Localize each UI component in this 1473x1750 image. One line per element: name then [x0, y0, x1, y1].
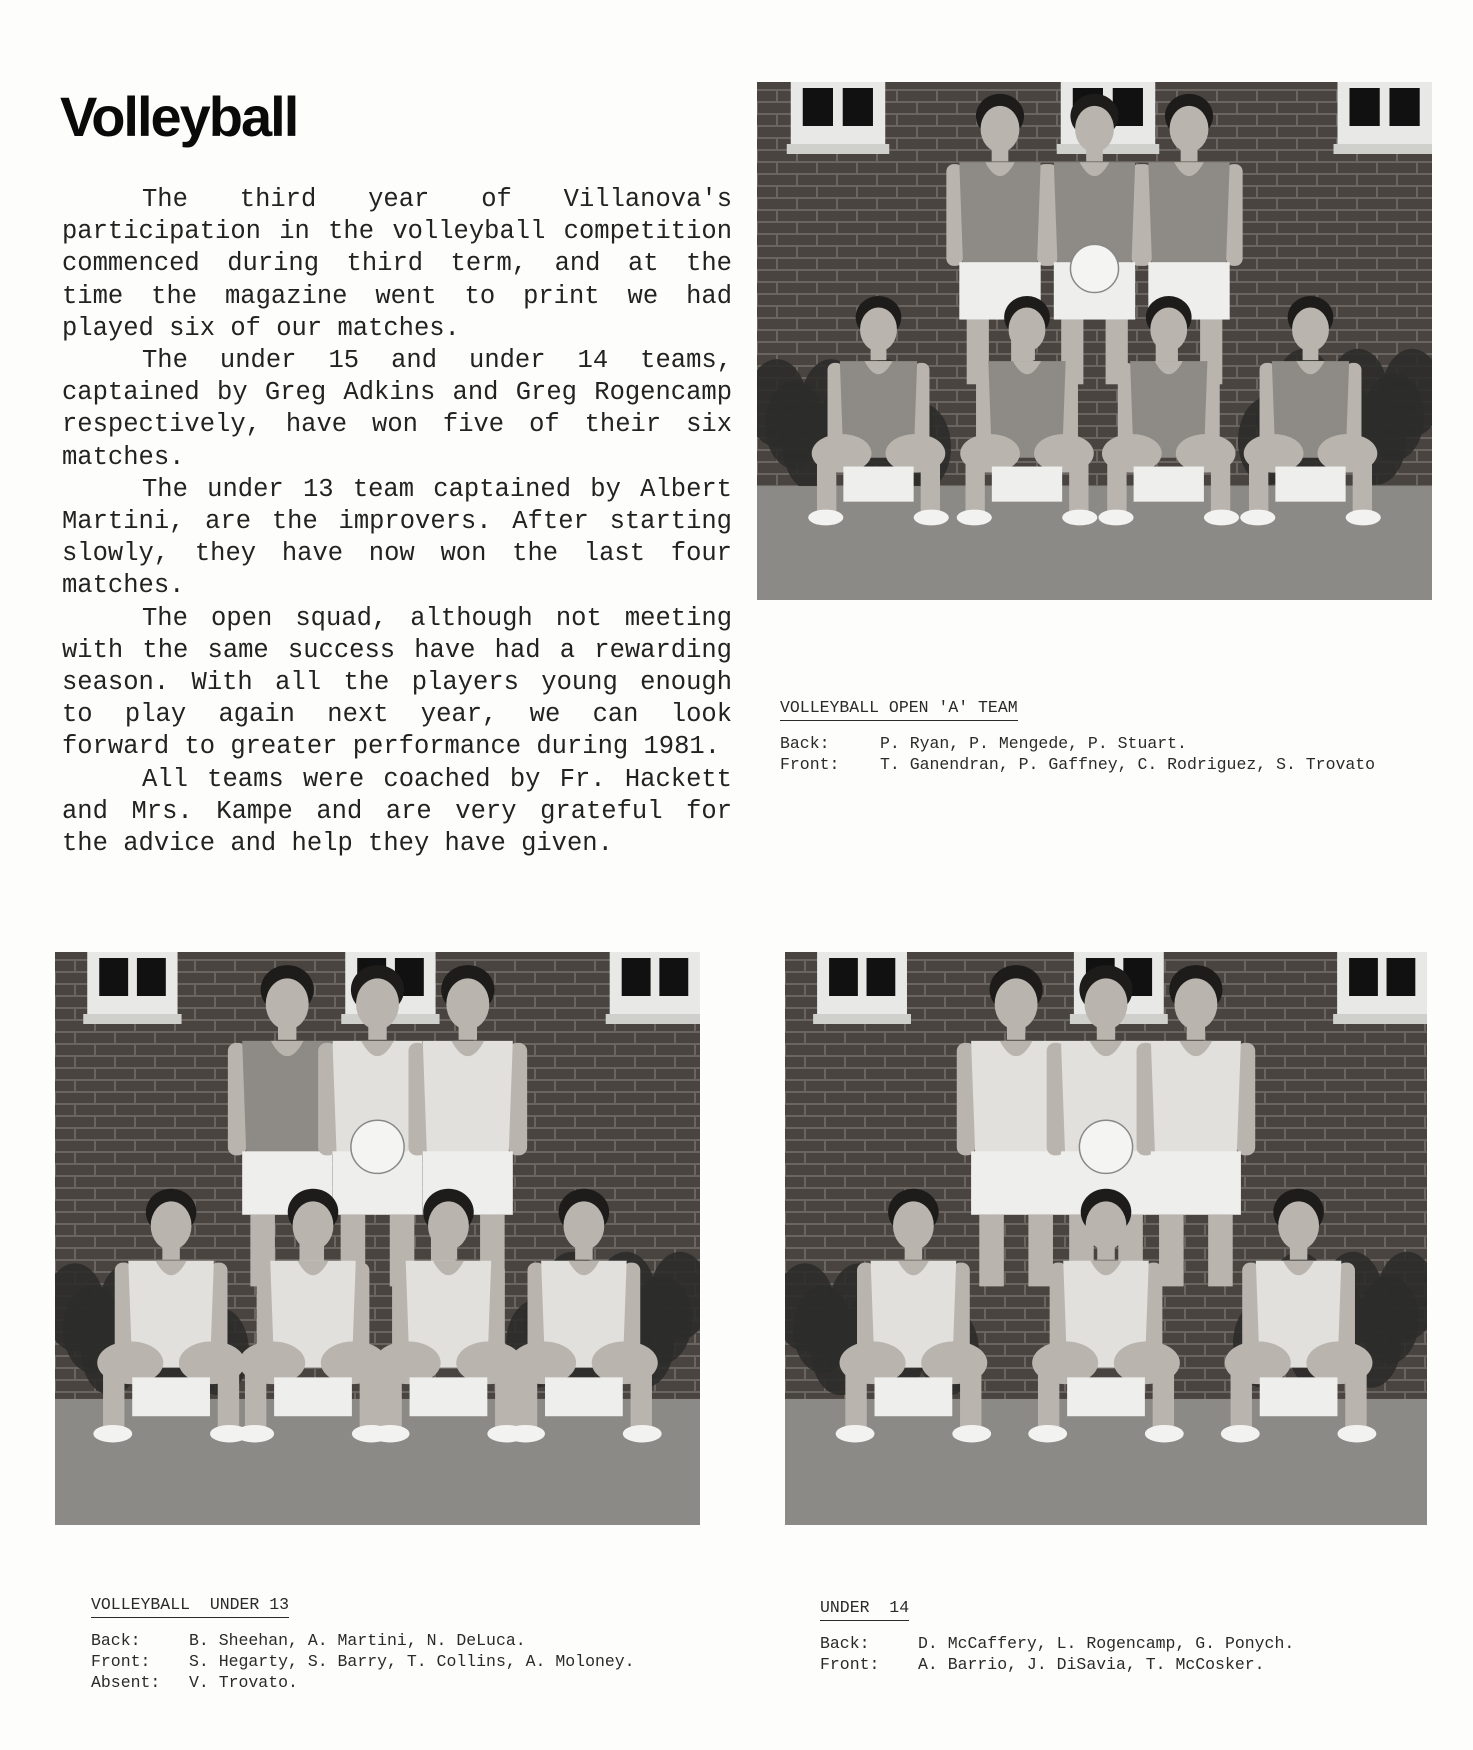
article-body — [62, 184, 732, 860]
caption-row-front — [780, 754, 1375, 775]
caption-names: T. Ganendran, P. Gaffney, C. Rodriguez, S. Trovato — [880, 755, 1376, 774]
article-paragraph: The third year of Villanova's participation in the volleyball competition commenced during third term, and at the time the magazine went to print we had played six of our matches. — [62, 185, 732, 343]
caption-row-back — [780, 733, 1375, 754]
caption-names: P. Ryan, P. Mengede, P. Stuart. — [880, 734, 1187, 753]
caption-title: VOLLEYBALL UNDER 13 — [91, 1594, 289, 1618]
caption-row-front — [91, 1651, 635, 1672]
caption-row-absent — [91, 1672, 635, 1693]
caption-row-back — [91, 1630, 635, 1651]
ground — [785, 1399, 1427, 1525]
caption-title: VOLLEYBALL OPEN 'A' TEAM — [780, 697, 1018, 721]
caption-names: V. Trovato. — [189, 1673, 298, 1692]
caption-names: S. Hegarty, S. Barry, T. Collins, A. Moloney. — [189, 1652, 635, 1671]
article-paragraph: The under 13 team captained by Albert Martini, are the improvers. After starting slowly, they have now won the last four matches. — [62, 474, 732, 601]
caption-row-back — [820, 1633, 1294, 1654]
under-13-caption — [91, 1594, 635, 1693]
caption-title: UNDER 14 — [820, 1597, 909, 1621]
volleyball — [1079, 1120, 1132, 1173]
volleyball — [1070, 244, 1118, 292]
caption-label: Back: — [91, 1631, 141, 1650]
caption-names: B. Sheehan, A. Martini, N. DeLuca. — [189, 1631, 526, 1650]
caption-label: Front: — [780, 755, 840, 774]
open-team-caption — [780, 697, 1375, 775]
ground — [757, 486, 1432, 600]
caption-label: Absent: — [91, 1673, 161, 1692]
open-team-photo — [757, 82, 1432, 600]
caption-label: Back: — [820, 1634, 870, 1653]
caption-names: A. Barrio, J. DiSavia, T. McCosker. — [918, 1655, 1265, 1674]
page-title: Volleyball — [60, 85, 298, 148]
article-paragraph: The open squad, although not meeting with the same success have had a rewarding season. With all the players young enough to play again next year, we can look forward to greater performance during 1981. — [62, 603, 732, 762]
under-14-team-photo — [785, 952, 1427, 1525]
article-paragraph: All teams were coached by Fr. Hackett and Mrs. Kampe and are very grateful for the advice and help they have given. — [62, 764, 732, 859]
volleyball — [351, 1120, 404, 1173]
article-paragraph: The under 15 and under 14 teams, captained by Greg Adkins and Greg Rogencamp respectively, have won five of their six matches. — [62, 346, 732, 472]
caption-label: Back: — [780, 734, 830, 753]
caption-names: D. McCaffery, L. Rogencamp, G. Ponych. — [918, 1634, 1295, 1653]
under-13-team-photo — [55, 952, 700, 1525]
caption-label: Front: — [820, 1655, 880, 1674]
caption-label: Front: — [91, 1652, 151, 1671]
under-14-caption — [820, 1597, 1294, 1675]
caption-row-front — [820, 1654, 1294, 1675]
